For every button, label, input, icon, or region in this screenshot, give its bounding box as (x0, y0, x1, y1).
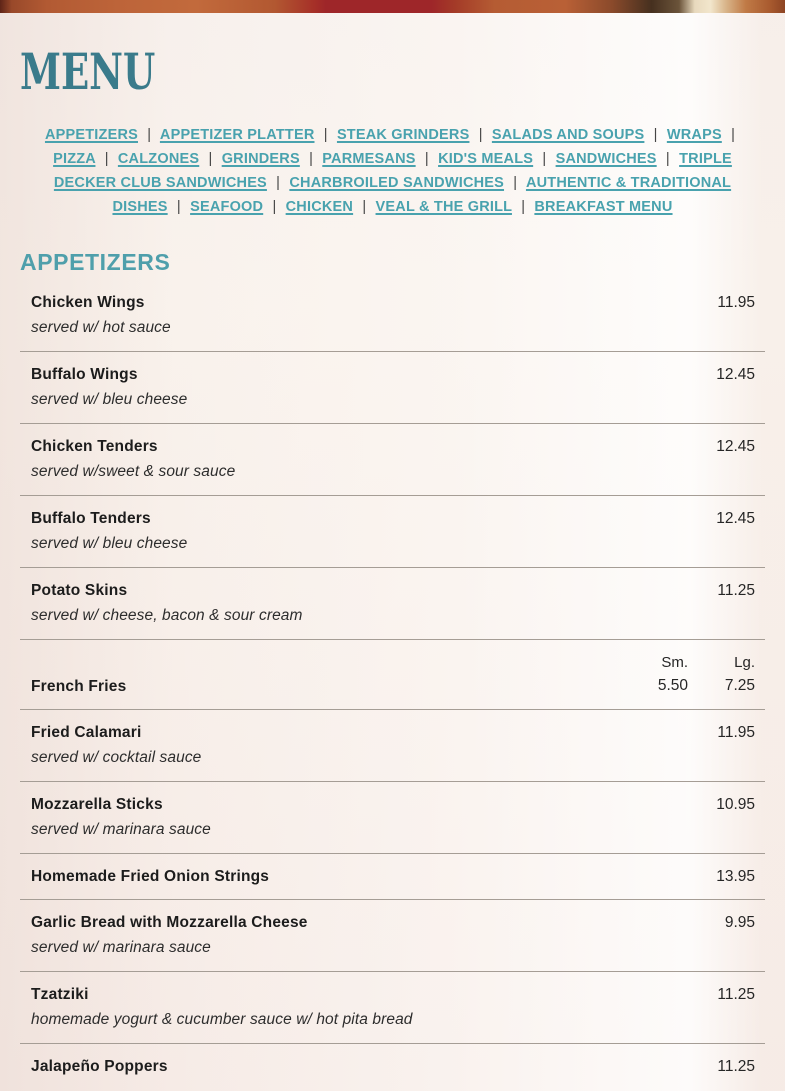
nav-separator: | (323, 127, 328, 143)
item-name: Tzatziki (31, 986, 89, 1003)
menu-item-row-sized (20, 639, 765, 709)
item-price: 9.95 (724, 914, 755, 931)
nav-separator: | (176, 199, 181, 215)
menu-item-row (20, 567, 765, 639)
nav-separator: | (665, 151, 670, 167)
nav-separator: | (272, 199, 277, 215)
item-name: Jalapeño Poppers (31, 1058, 168, 1075)
nav-link-4[interactable]: WRAPS (666, 127, 722, 143)
item-description: served w/ marinara sauce (31, 821, 211, 838)
nav-link-12[interactable]: CHARBROILED SANDWICHES (289, 175, 505, 191)
menu-item-row (20, 495, 765, 567)
menu-item-row (20, 709, 765, 781)
menu-item-row (20, 971, 765, 1043)
nav-link-11[interactable]: TRIPLE DECKER CLUB SANDWICHES (53, 151, 732, 191)
nav-separator: | (513, 175, 518, 191)
item-price: 12.45 (716, 438, 755, 455)
item-description: homemade yogurt & cucumber sauce w/ hot pita bread (31, 1011, 413, 1028)
item-price: 12.45 (716, 366, 755, 383)
menu-item-row (20, 853, 765, 899)
item-name: Chicken Wings (31, 294, 145, 311)
menu-item-row (20, 781, 765, 853)
nav-separator: | (424, 151, 429, 167)
menu-item-row (20, 423, 765, 495)
item-description: served w/sweet & sour sauce (31, 463, 236, 480)
item-name: Buffalo Wings (31, 366, 138, 383)
section-heading-appetizers: APPETIZERS (20, 249, 171, 275)
item-name: Mozzarella Sticks (31, 796, 163, 813)
item-description: served w/ cheese, bacon & sour cream (31, 607, 303, 624)
nav-separator: | (542, 151, 547, 167)
nav-separator: | (521, 199, 526, 215)
item-name: Garlic Bread with Mozzarella Cheese (31, 914, 308, 931)
nav-link-9[interactable]: KID'S MEALS (438, 151, 534, 167)
item-description: served w/ marinara sauce (31, 939, 211, 956)
header-banner-image (0, 0, 785, 13)
nav-link-15[interactable]: CHICKEN (285, 199, 354, 215)
item-name: Fried Calamari (31, 724, 142, 741)
nav-link-16[interactable]: VEAL & THE GRILL (375, 199, 512, 215)
nav-link-6[interactable]: CALZONES (117, 151, 200, 167)
item-price: 11.25 (717, 986, 755, 1003)
menu-item-row (20, 351, 765, 423)
item-price: 13.95 (716, 868, 755, 885)
item-price: 11.25 (717, 1058, 755, 1075)
size-column-header-sm: Sm. (661, 654, 688, 671)
nav-link-14[interactable]: SEAFOOD (190, 199, 264, 215)
nav-separator: | (276, 175, 281, 191)
item-price: 11.95 (717, 294, 755, 311)
page-title: MENU (20, 42, 156, 101)
nav-separator: | (731, 127, 736, 143)
item-name: Homemade Fried Onion Strings (31, 868, 270, 885)
size-column-header-lg: Lg. (734, 654, 755, 671)
item-price: 11.25 (717, 582, 755, 599)
menu-item-row (20, 1043, 765, 1089)
nav-link-7[interactable]: GRINDERS (221, 151, 300, 167)
menu-item-row (20, 899, 765, 971)
nav-separator: | (208, 151, 213, 167)
item-price-sm: 5.50 (657, 677, 688, 694)
nav-link-0[interactable]: APPETIZERS (44, 127, 138, 143)
item-description: served w/ cocktail sauce (31, 749, 202, 766)
menu-item-row (20, 280, 765, 351)
menu-item-list (20, 280, 765, 1089)
nav-link-8[interactable]: PARMESANS (322, 151, 416, 167)
item-description: served w/ hot sauce (31, 319, 171, 336)
category-nav (37, 123, 749, 219)
item-description: served w/ bleu cheese (31, 391, 188, 408)
nav-separator: | (104, 151, 109, 167)
nav-link-3[interactable]: SALADS AND SOUPS (491, 127, 645, 143)
item-description: served w/ bleu cheese (31, 535, 188, 552)
nav-separator: | (478, 127, 483, 143)
nav-link-10[interactable]: SANDWICHES (555, 151, 657, 167)
item-name: Buffalo Tenders (31, 510, 151, 527)
nav-link-13[interactable]: AUTHENTIC & TRADITIONAL DISHES (112, 175, 732, 215)
item-price-lg: 7.25 (724, 677, 755, 694)
nav-separator: | (309, 151, 314, 167)
item-name: Chicken Tenders (31, 438, 158, 455)
nav-link-17[interactable]: BREAKFAST MENU (534, 199, 673, 215)
nav-separator: | (653, 127, 658, 143)
nav-separator: | (147, 127, 152, 143)
nav-link-2[interactable]: STEAK GRINDERS (336, 127, 470, 143)
nav-link-1[interactable]: APPETIZER PLATTER (159, 127, 315, 143)
nav-separator: | (362, 199, 367, 215)
item-price: 11.95 (717, 724, 755, 741)
item-price: 10.95 (716, 796, 755, 813)
item-price: 12.45 (716, 510, 755, 527)
item-name: Potato Skins (31, 582, 128, 599)
item-name: French Fries (31, 678, 127, 695)
nav-link-5[interactable]: PIZZA (53, 151, 96, 167)
